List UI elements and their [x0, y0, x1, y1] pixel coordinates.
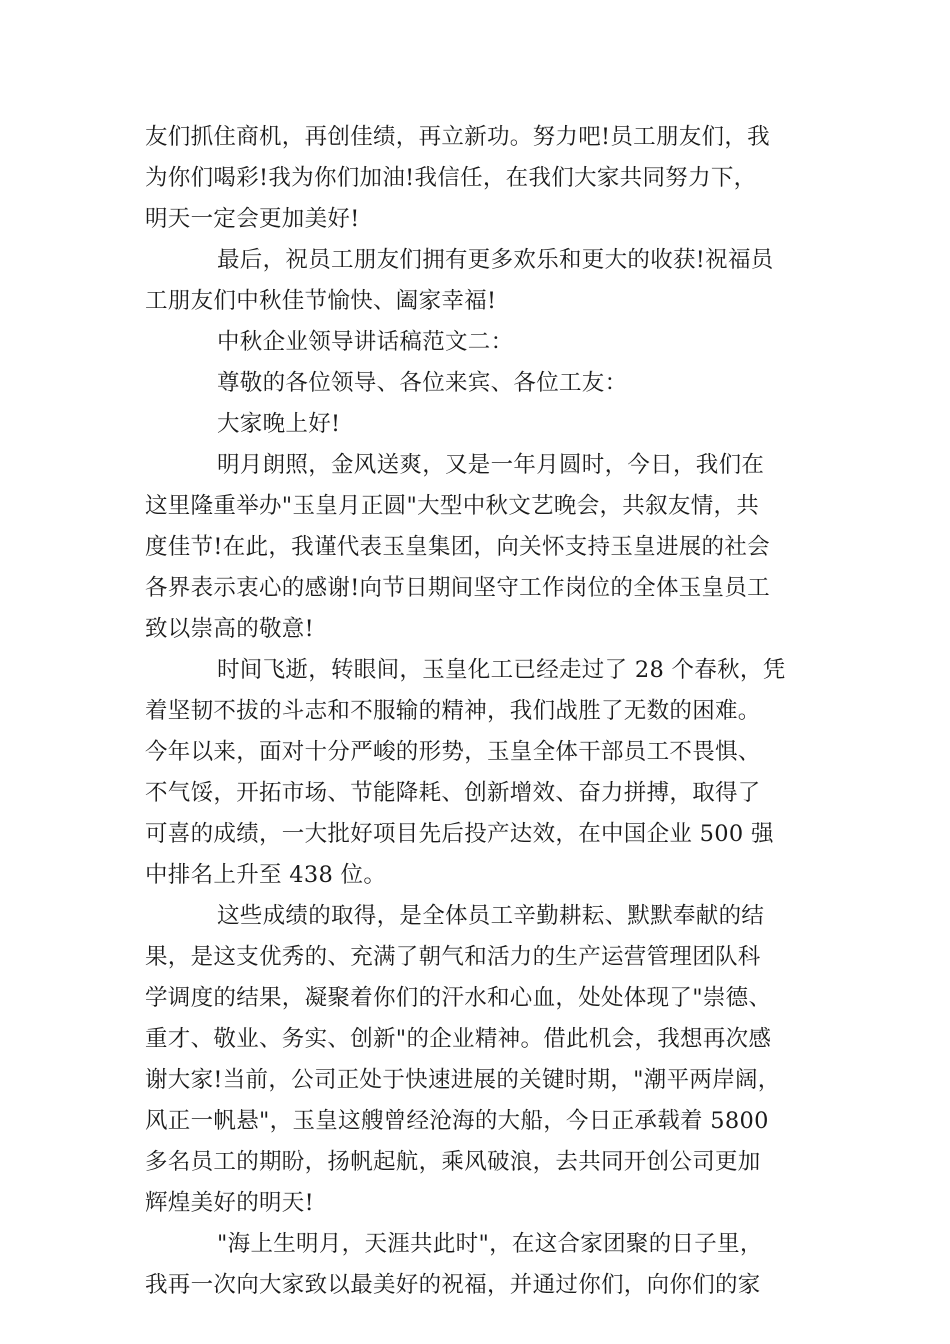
text-line: 为你们喝彩!我为你们加油!我信任，在我们大家共同努力下， — [145, 165, 757, 191]
text-line: 这里隆重举办"玉皇月正圆"大型中秋文艺晚会，共叙友情，共 — [145, 493, 760, 519]
document-body — [145, 117, 810, 1306]
text-line: 友们抓住商机，再创佳绩，再立新功。努力吧!员工朋友们，我 — [145, 124, 770, 150]
text-line: 各界表示衷心的感谢!向节日期间坚守工作岗位的全体玉皇员工 — [145, 575, 770, 601]
text-line: 明天一定会更加美好! — [145, 206, 360, 232]
text-line: 不气馁，开拓市场、节能降耗、创新增效、奋力拼搏，取得了 — [145, 780, 761, 806]
text-line: 辉煌美好的明天! — [145, 1190, 314, 1216]
text-line: 明月朗照，金风送爽，又是一年月圆时，今日，我们在 — [217, 452, 765, 478]
text-line: 可喜的成绩，一大批好项目先后投产达效，在中国企业 500 强 — [145, 821, 774, 847]
text-line: 这些成绩的取得，是全体员工辛勤耕耘、默默奉献的结 — [217, 903, 765, 929]
text-line: 度佳节!在此，我谨代表玉皇集团，向关怀支持玉皇进展的社会 — [145, 534, 770, 560]
text-line: 中排名上升至 438 位。 — [145, 862, 387, 888]
text-line: 着坚韧不拔的斗志和不服输的精神，我们战胜了无数的困难。 — [145, 698, 761, 724]
text-line: 果，是这支优秀的、充满了朝气和活力的生产运营管理团队科 — [145, 944, 761, 970]
text-line: 时间飞逝，转眼间，玉皇化工已经走过了 28 个春秋，凭 — [217, 657, 786, 683]
text-line: 今年以来，面对十分严峻的形势，玉皇全体干部员工不畏惧、 — [145, 739, 761, 765]
text-line: 学调度的结果，凝聚着你们的汗水和心血，处处体现了"崇德、 — [145, 985, 772, 1011]
text-line: 工朋友们中秋佳节愉快、阖家幸福! — [145, 288, 497, 314]
text-line: 最后，祝员工朋友们拥有更多欢乐和更大的收获!祝福员 — [217, 247, 774, 273]
text-line: 致以崇高的敬意! — [145, 616, 314, 642]
text-line: 大家晚上好! — [217, 411, 341, 437]
text-line: 我再一次向大家致以最美好的祝福，并通过你们，向你们的家 — [145, 1272, 761, 1298]
text-line: 风正一帆悬"，玉皇这艘曾经沧海的大船，今日正承载着 5800 — [145, 1108, 769, 1134]
text-line: 重才、敬业、务实、创新"的企业精神。借此机会，我想再次感 — [145, 1026, 772, 1052]
text-line: "海上生明月，天涯共此时"，在这合家团聚的日子里， — [217, 1231, 763, 1257]
text-line: 谢大家!当前，公司正处于快速进展的关键时期，"潮平两岸阔， — [145, 1067, 781, 1093]
text-line: 多名员工的期盼，扬帆起航，乘风破浪，去共同开创公司更加 — [145, 1149, 761, 1175]
text-line: 中秋企业领导讲话稿范文二： — [217, 329, 514, 355]
text-line: 尊敬的各位领导、各位来宾、各位工友： — [217, 370, 628, 396]
